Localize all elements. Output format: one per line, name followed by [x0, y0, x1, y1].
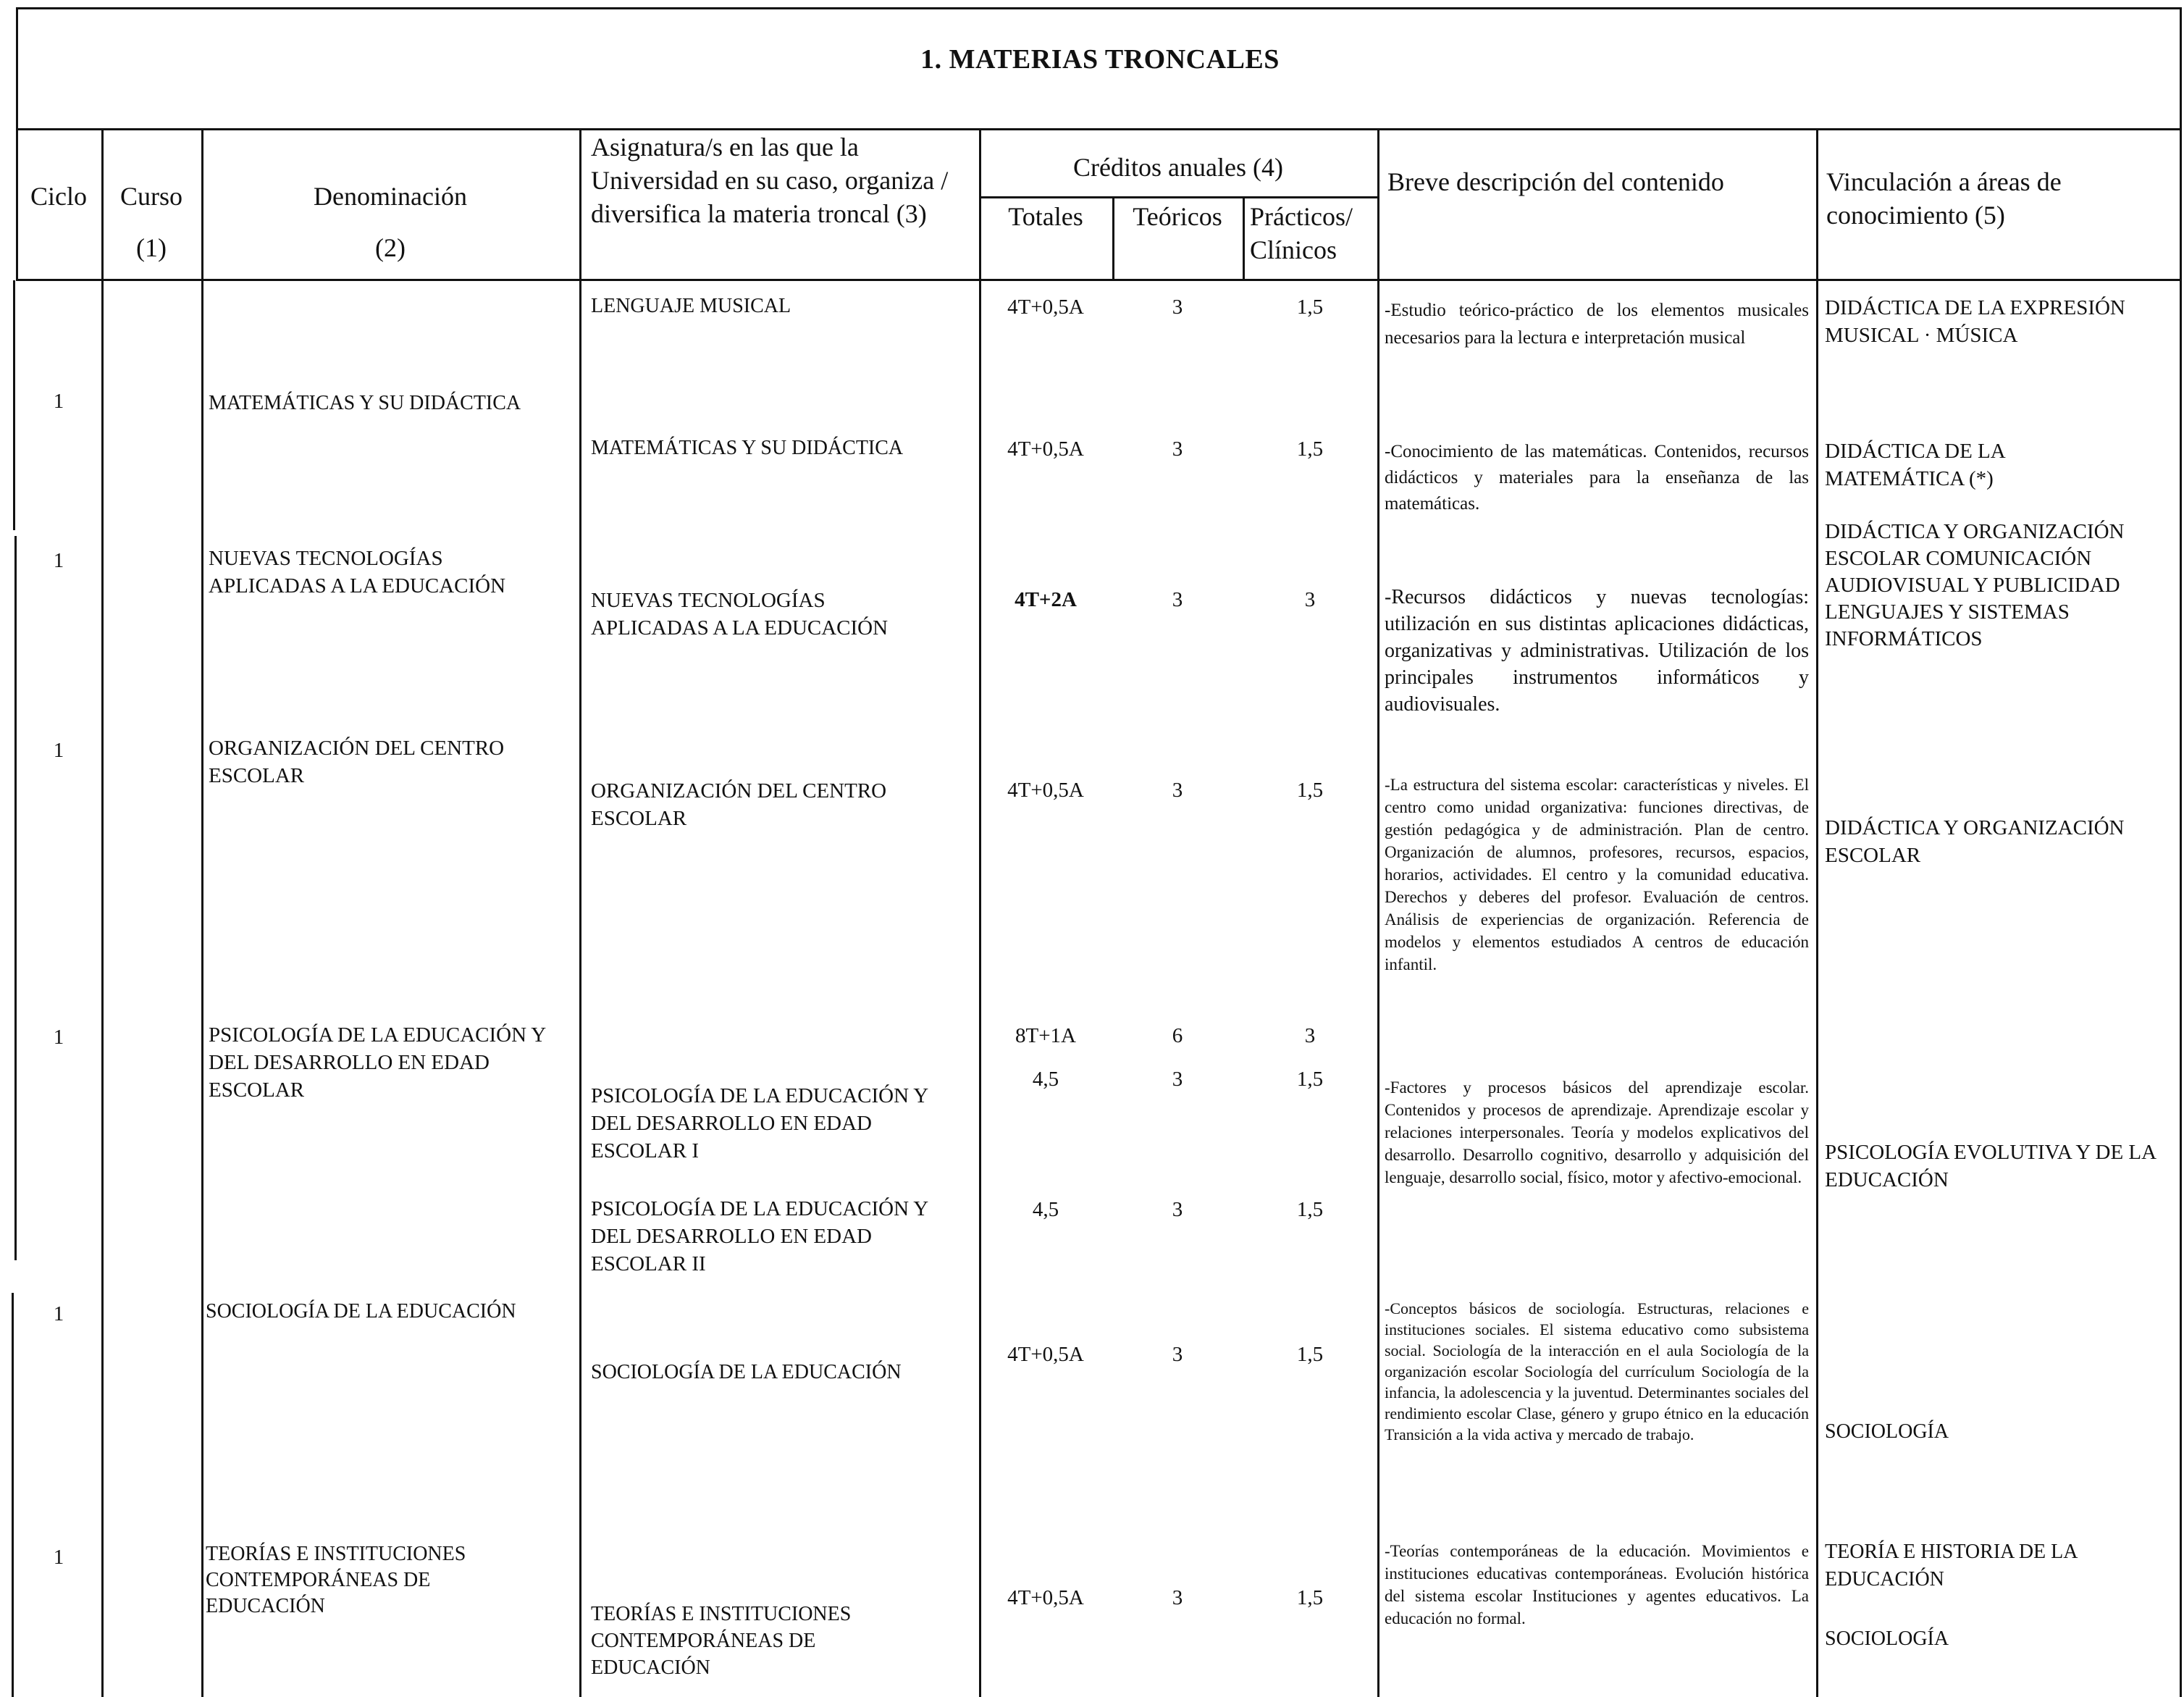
row4-ciclo: 1 — [53, 1026, 64, 1049]
page-title: 1. MATERIAS TRONCALES — [920, 44, 1280, 75]
row3-descripcion: -La estructura del sistema escolar: características y niveles. El centro como unidad organizativa: funciones directivas, de gestión pedagógica y de administración. Plan de centro. Organización de alumnos, profesores, recursos, espacios, horarios, actividades. El centro y la comunidad educativa. Derechos y deberes del profesor. Evaluación de centros. Análisis de experiencias de organización. Referencia de modelos y elementos estudiados A centros de educación infantil. — [1385, 776, 1809, 973]
row4-2-teoricos: 3 — [1172, 1198, 1183, 1221]
row2-practicos: 3 — [1304, 588, 1316, 611]
row3-practicos: 1,5 — [1296, 779, 1324, 802]
row4-asignatura-1: PSICOLOGÍA DE LA EDUCACIÓN Y DEL DESARROLLO EN EDAD ESCOLAR I — [591, 1084, 928, 1162]
row0-descripcion: -Estudio teórico-práctico de los elementos musicales necesarios para la lectura e interpretación musical — [1385, 301, 1809, 348]
header-curso: Curso — [119, 182, 182, 211]
body-line-descripcion — [1377, 280, 1379, 1697]
row6-totales: 4T+0,5A — [1007, 1586, 1084, 1609]
row4-teoricos: 6 — [1172, 1024, 1183, 1047]
row1-practicos: 1,5 — [1296, 437, 1324, 461]
row5-denominacion: SOCIOLOGÍA DE LA EDUCACIÓN — [206, 1300, 516, 1323]
row5-asignatura: SOCIOLOGÍA DE LA EDUCACIÓN — [591, 1361, 902, 1383]
row6-vinculacion: TEORÍA E HISTORIA DE LA EDUCACIÓN — [1825, 1541, 2077, 1591]
header-curso-note: (1) — [136, 233, 167, 262]
row6-vinculacion-2: SOCIOLOGÍA — [1825, 1627, 1949, 1650]
row3-denominacion: ORGANIZACIÓN DEL CENTRO ESCOLAR — [209, 737, 505, 787]
col-line-6 — [1243, 196, 1245, 280]
row5-practicos: 1,5 — [1296, 1343, 1324, 1366]
header-creditos: Créditos anuales (4) — [1073, 153, 1283, 182]
row4-1-teoricos: 3 — [1172, 1068, 1183, 1091]
row2-ciclo: 1 — [53, 549, 64, 572]
row1-vinculacion: DIDÁCTICA DE LA MATEMÁTICA (*) — [1825, 440, 2005, 490]
row3-asignatura: ORGANIZACIÓN DEL CENTRO ESCOLAR — [591, 779, 887, 830]
row5-vinculacion: SOCIOLOGÍA — [1825, 1420, 1949, 1443]
row0-practicos: 1,5 — [1296, 296, 1324, 319]
row0-totales: 4T+0,5A — [1007, 296, 1084, 319]
row5-ciclo: 1 — [53, 1302, 64, 1325]
row2-asignatura: NUEVAS TECNOLOGÍAS APLICADAS A LA EDUCACIÓN — [591, 589, 889, 640]
row4-2-practicos: 1,5 — [1296, 1198, 1324, 1221]
row1-asignatura: MATEMÁTICAS Y SU DIDÁCTICA — [591, 437, 904, 459]
row4-2-totales: 4,5 — [1032, 1198, 1059, 1221]
col-line-7 — [1377, 128, 1379, 280]
row5-descripcion: -Conceptos básicos de sociología. Estructuras, relaciones e instituciones sociales. El sistema educativo como subsistema social. Sociología de la interacción en el aula Sociología de la organización escolar Sociología del currículum Sociología de la infancia, la adolescencia y la juventud. Determinantes sociales del rendimiento escolar Clase, género y grupo étnico en la educación Transición a la vida activa y mercado de trabajo. — [1385, 1299, 1809, 1444]
row1-teoricos: 3 — [1172, 437, 1183, 461]
row1-denominacion: MATEMÁTICAS Y SU DIDÁCTICA — [209, 392, 521, 414]
body-line-ciclo-left — [13, 280, 15, 530]
header-bottom-line — [16, 279, 2181, 281]
body-line-curso — [101, 280, 104, 1697]
row6-denominacion: TEORÍAS E INSTITUCIONES CONTEMPORÁNEAS DE EDUCACIÓN — [206, 1543, 466, 1617]
col-line-3 — [579, 128, 581, 280]
header-teoricos: Teóricos — [1133, 202, 1222, 231]
body-line-right — [2180, 280, 2182, 1697]
header-denominacion: Denominación — [314, 182, 467, 211]
body-line-denominacion — [201, 280, 203, 1697]
row5-teoricos: 3 — [1172, 1343, 1183, 1366]
row2-totales: 4T+2A — [1015, 588, 1077, 611]
row0-asignatura: LENGUAJE MUSICAL — [591, 295, 791, 317]
body-line-ciclo-left-3 — [12, 1293, 14, 1697]
row0-vinculacion: DIDÁCTICA DE LA EXPRESIÓN MUSICAL · MÚSICA — [1825, 296, 2125, 347]
row2-denominacion: NUEVAS TECNOLOGÍAS APLICADAS A LA EDUCACIÓN — [209, 547, 506, 598]
row4-1-practicos: 1,5 — [1296, 1068, 1324, 1091]
row1-totales: 4T+0,5A — [1007, 437, 1084, 461]
row1-ciclo: 1 — [53, 390, 64, 413]
header-top-line — [16, 128, 2181, 130]
row4-descripcion: -Factores y procesos básicos del aprendizaje escolar. Contenidos y procesos de aprendizaje. Aprendizaje escolar y relaciones interpersonales. Teoría y modelos explicativos del desarrollo. Desarrollo cognitivo, desarrollo y adquisición del lenguaje, desarrollo social, físico, motor y afectivo-emocional. — [1385, 1078, 1809, 1186]
row2-teoricos: 3 — [1172, 588, 1183, 611]
row3-vinculacion: DIDÁCTICA Y ORGANIZACIÓN ESCOLAR — [1825, 816, 2125, 867]
row4-totales: 8T+1A — [1015, 1024, 1076, 1047]
row4-practicos: 3 — [1304, 1024, 1316, 1047]
header-vinculacion: Vinculación a áreas de conocimiento (5) — [1826, 167, 2062, 230]
row4-1-totales: 4,5 — [1032, 1068, 1059, 1091]
row0-teoricos: 3 — [1172, 296, 1183, 319]
header-totales: Totales — [1008, 202, 1083, 231]
header-asignatura: Asignatura/s en las que la Universidad en su caso, organiza / diversifica la materia troncal (3) — [591, 133, 949, 228]
header-ciclo: Ciclo — [30, 182, 87, 211]
col-line-9 — [2180, 128, 2182, 280]
row3-teoricos: 3 — [1172, 779, 1183, 802]
row4-vinculacion: PSICOLOGÍA EVOLUTIVA Y DE LA EDUCACIÓN — [1825, 1141, 2156, 1191]
body-line-vinculacion — [1816, 280, 1818, 1697]
body-line-asignatura — [579, 280, 581, 1697]
row1-descripcion: -Conocimiento de las matemáticas. Contenidos, recursos didácticos y materiales para la enseñanza de las matemáticas. — [1385, 442, 1809, 514]
row2-descripcion: -Recursos didácticos y nuevas tecnologías: utilización en sus distintas aplicaciones didácticas, organizativas y administrativas. Utilización de los principales instrumentos informáticos y audiovisuales. — [1385, 586, 1809, 716]
header-descripcion: Breve descripción del contenido — [1387, 167, 1724, 196]
row5-totales: 4T+0,5A — [1007, 1343, 1084, 1366]
row6-practicos: 1,5 — [1296, 1586, 1324, 1609]
creditos-sub-line — [979, 196, 1377, 198]
row6-teoricos: 3 — [1172, 1586, 1183, 1609]
row3-totales: 4T+0,5A — [1007, 779, 1084, 802]
row2-vinculacion: DIDÁCTICA Y ORGANIZACIÓN ESCOLAR COMUNICACIÓN AUDIOVISUAL Y PUBLICIDAD LENGUAJES Y SISTEMAS INFORMÁTICOS — [1825, 520, 2125, 650]
header-denominacion-note: (2) — [375, 233, 406, 262]
row4-denominacion: PSICOLOGÍA DE LA EDUCACIÓN Y DEL DESARROLLO EN EDAD ESCOLAR — [209, 1023, 546, 1102]
row6-ciclo: 1 — [53, 1546, 64, 1569]
row4-asignatura-2: PSICOLOGÍA DE LA EDUCACIÓN Y DEL DESARROLLO EN EDAD ESCOLAR II — [591, 1197, 928, 1275]
col-line-8 — [1816, 128, 1818, 280]
row6-asignatura: TEORÍAS E INSTITUCIONES CONTEMPORÁNEAS DE EDUCACIÓN — [591, 1603, 852, 1679]
body-line-ciclo-left-2 — [14, 536, 17, 1260]
row3-ciclo: 1 — [53, 739, 64, 762]
title-top-border — [16, 7, 2181, 9]
header-practicos: Prácticos/ Clínicos — [1250, 202, 1353, 264]
row6-descripcion: -Teorías contemporáneas de la educación. Movimientos e instituciones educativas contemporáneas. Evolución histórica del sistema escolar Instituciones y agentes educativos. La educación no formal. — [1385, 1542, 1809, 1627]
body-line-creditos — [979, 280, 981, 1697]
